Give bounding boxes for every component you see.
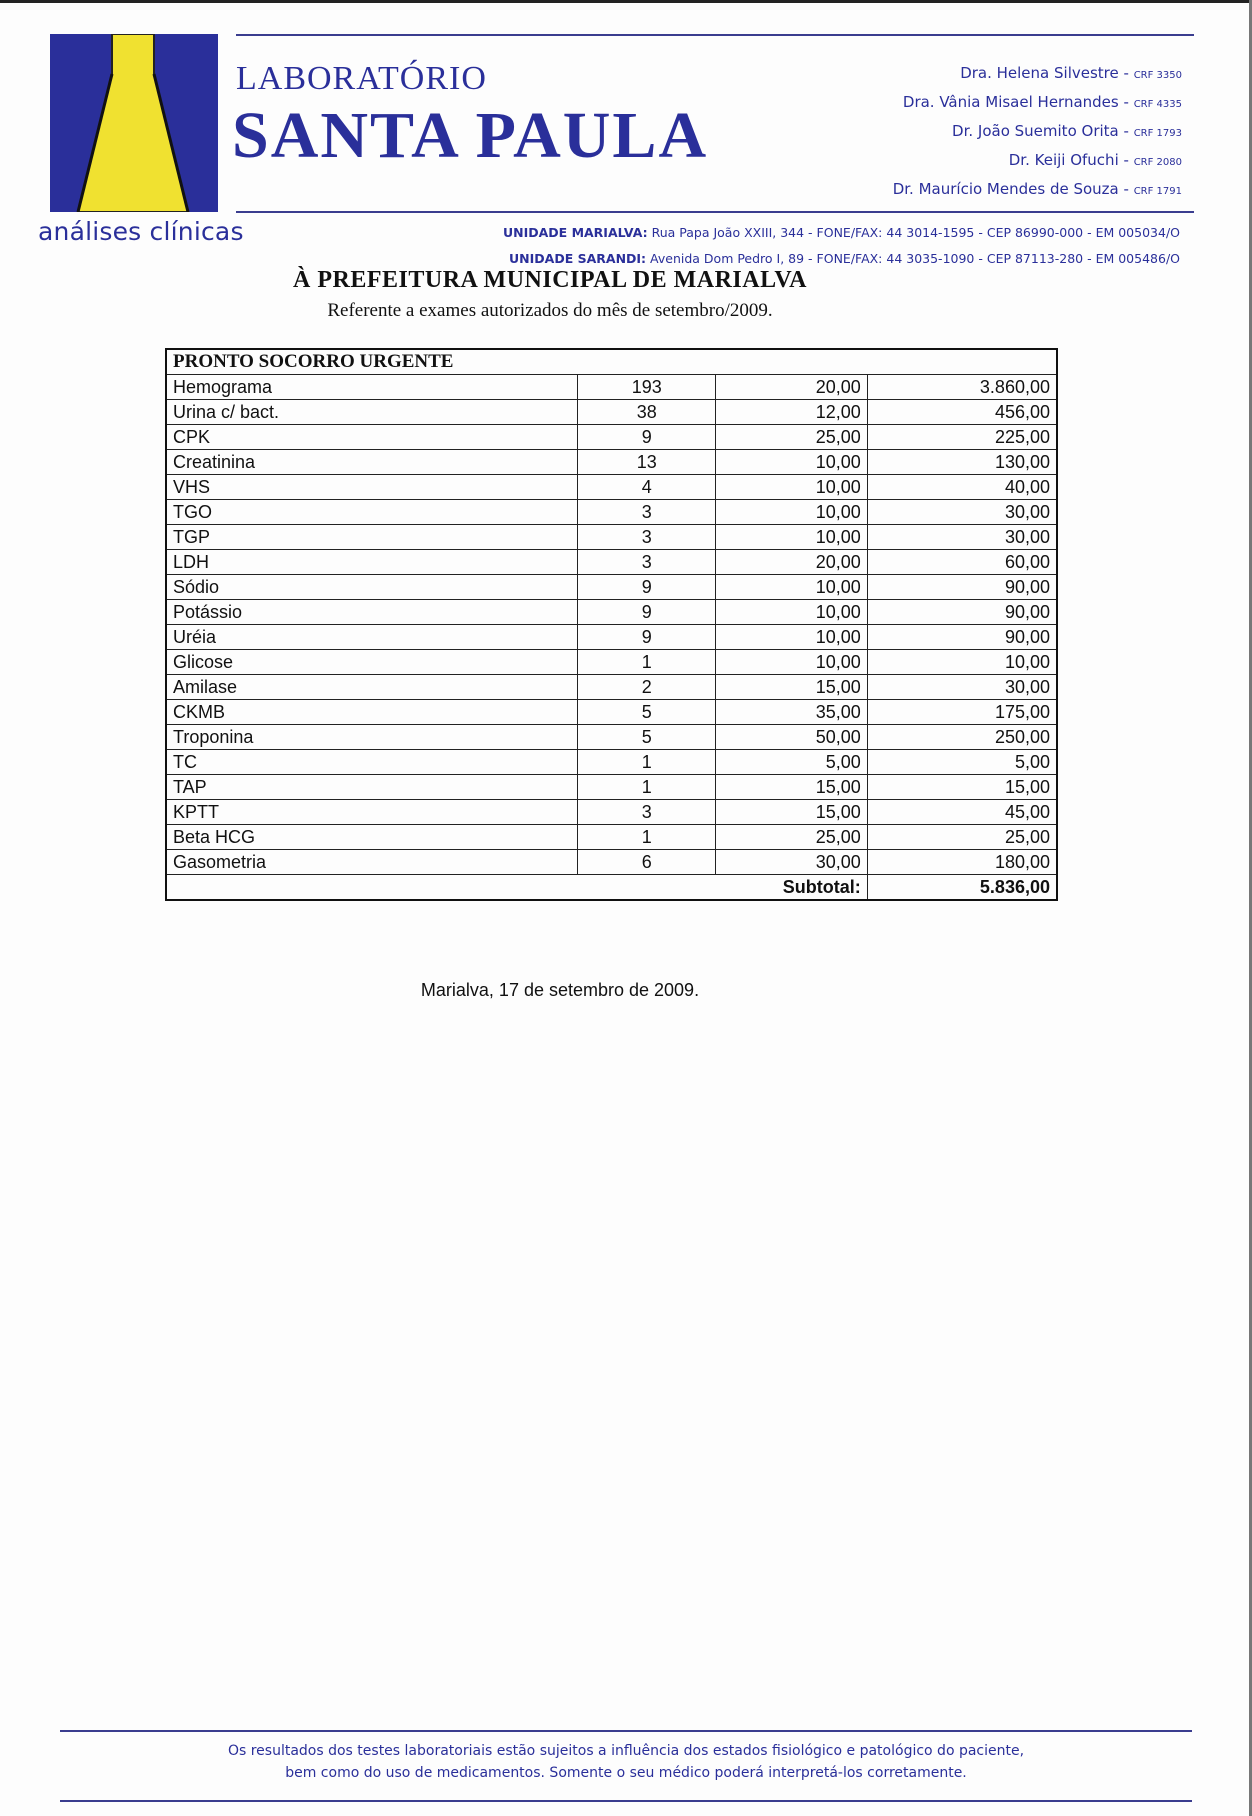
exam-name-cell: TGO [166,500,578,525]
exam-name-cell: TAP [166,775,578,800]
table-row [166,650,1057,675]
unit-price-cell: 25,00 [716,425,868,450]
footer-line: bem como do uso de medicamentos. Somente o seu médico poderá interpretá-los corretamente. [285,1765,967,1781]
line-total-cell: 40,00 [867,475,1057,500]
exam-name-cell: Beta HCG [166,825,578,850]
quantity-cell: 3 [578,550,716,575]
table-row [166,550,1057,575]
table-row [166,850,1057,875]
table-row [166,600,1057,625]
table-row [166,425,1057,450]
quantity-cell: 5 [578,700,716,725]
quantity-cell: 13 [578,450,716,475]
quantity-cell: 2 [578,675,716,700]
exam-name-cell: KPTT [166,800,578,825]
quantity-cell: 1 [578,650,716,675]
line-total-cell: 90,00 [867,600,1057,625]
exam-name-cell: Creatinina [166,450,578,475]
subtotal-value: 5.836,00 [867,875,1057,901]
unit-price-cell: 5,00 [716,750,868,775]
quantity-cell: 6 [578,850,716,875]
quantity-cell: 193 [578,375,716,400]
header-rule-bottom [236,211,1194,213]
exam-name-cell: Sódio [166,575,578,600]
section-title: PRONTO SOCORRO URGENTE [166,349,1057,375]
quantity-cell: 9 [578,425,716,450]
line-total-cell: 25,00 [867,825,1057,850]
quantity-cell: 3 [578,500,716,525]
quantity-cell: 3 [578,525,716,550]
quantity-cell: 9 [578,575,716,600]
table-row [166,675,1057,700]
unit-addresses [503,220,1180,272]
line-total-cell: 225,00 [867,425,1057,450]
unit-marialva: UNIDADE MARIALVA: Rua Papa João XXIII, 344 - FONE/FAX: 44 3014-1595 - CEP 86990-000 - EM 005034/O [502,225,1180,240]
line-total-cell: 90,00 [867,625,1057,650]
unit-price-cell: 10,00 [716,625,868,650]
line-total-cell: 10,00 [867,650,1057,675]
table-row [166,825,1057,850]
quantity-cell: 5 [578,725,716,750]
exam-name-cell: Gasometria [166,850,578,875]
quantity-cell: 38 [578,400,716,425]
quantity-cell: 1 [578,775,716,800]
exam-name-cell: Potássio [166,600,578,625]
lab-name: SANTA PAULA [232,99,709,172]
exam-name-cell: TC [166,750,578,775]
table-row [166,475,1057,500]
quantity-cell: 9 [578,600,716,625]
header-rule-top [236,34,1194,36]
unit-price-cell: 15,00 [716,675,868,700]
lab-label: LABORATÓRIO [236,60,487,97]
footer-rule-top [60,1730,1192,1732]
unit-price-cell: 10,00 [716,475,868,500]
quantity-cell: 1 [578,750,716,775]
unit-price-cell: 15,00 [716,800,868,825]
line-total-cell: 60,00 [867,550,1057,575]
date-line: Marialva, 17 de setembro de 2009. [420,980,700,1000]
line-total-cell: 130,00 [867,450,1057,475]
line-total-cell: 456,00 [867,400,1057,425]
line-total-cell: 30,00 [867,525,1057,550]
table-row [166,525,1057,550]
line-total-cell: 250,00 [867,725,1057,750]
unit-price-cell: 20,00 [716,550,868,575]
table-row [166,400,1057,425]
unit-price-cell: 10,00 [716,450,868,475]
quantity-cell: 9 [578,625,716,650]
table-row [166,450,1057,475]
unit-price-cell: 30,00 [716,850,868,875]
exam-name-cell: CKMB [166,700,578,725]
line-total-cell: 30,00 [867,675,1057,700]
exam-name-cell: TGP [166,525,578,550]
line-total-cell: 90,00 [867,575,1057,600]
table-row [166,700,1057,725]
exam-name-cell: Troponina [166,725,578,750]
table-row [166,375,1057,400]
exam-name-cell: VHS [166,475,578,500]
unit-price-cell: 50,00 [716,725,868,750]
subtotal-row [166,875,1057,901]
doctor-entry: Dr. João Suemito Orita - CRF 1793 [952,122,1182,140]
quantity-cell: 1 [578,825,716,850]
logo-tagline: análises clínicas [38,217,244,246]
doctor-list [893,60,1182,205]
document-subtitle: Referente a exames autorizados do mês de setembro/2009. [327,300,773,321]
line-total-cell: 45,00 [867,800,1057,825]
unit-price-cell: 10,00 [716,650,868,675]
line-total-cell: 180,00 [867,850,1057,875]
unit-price-cell: 15,00 [716,775,868,800]
footer-disclaimer [0,1740,1252,1784]
exam-table [165,348,1058,901]
line-total-cell: 15,00 [867,775,1057,800]
doctor-entry: Dra. Vânia Misael Hernandes - CRF 4335 [902,93,1182,111]
table-section-header [166,349,1057,375]
doctor-entry: Dr. Keiji Ofuchi - CRF 2080 [1008,151,1182,169]
table-row [166,800,1057,825]
table-row [166,750,1057,775]
footer-line: Os resultados dos testes laboratoriais estão sujeitos a influência dos estados fisiológico e patológico do paciente, [227,1743,1025,1759]
unit-sarandi: UNIDADE SARANDI: Avenida Dom Pedro I, 89 - FONE/FAX: 44 3035-1090 - CEP 87113-280 - EM 005486/O [509,251,1180,266]
line-total-cell: 5,00 [867,750,1057,775]
table-row [166,625,1057,650]
line-total-cell: 3.860,00 [867,375,1057,400]
exam-name-cell: LDH [166,550,578,575]
line-total-cell: 30,00 [867,500,1057,525]
flask-logo-icon [50,34,218,212]
table-row [166,575,1057,600]
unit-price-cell: 25,00 [716,825,868,850]
unit-price-cell: 10,00 [716,575,868,600]
line-total-cell: 175,00 [867,700,1057,725]
doctor-entry: Dra. Helena Silvestre - CRF 3350 [960,64,1182,82]
table-row [166,725,1057,750]
unit-price-cell: 10,00 [716,500,868,525]
unit-price-cell: 10,00 [716,600,868,625]
exam-name-cell: Uréia [166,625,578,650]
exam-name-cell: CPK [166,425,578,450]
table-row [166,500,1057,525]
footer-rule-bottom [60,1800,1192,1802]
exam-name-cell: Amilase [166,675,578,700]
unit-price-cell: 20,00 [716,375,868,400]
unit-price-cell: 10,00 [716,525,868,550]
exam-name-cell: Urina c/ bact. [166,400,578,425]
exam-name-cell: Glicose [166,650,578,675]
doctor-entry: Dr. Maurício Mendes de Souza - CRF 1791 [892,180,1182,198]
document-title: À PREFEITURA MUNICIPAL DE MARIALVA [293,267,807,293]
page-edge-top [0,0,1252,3]
table-row [166,775,1057,800]
exam-name-cell: Hemograma [166,375,578,400]
unit-price-cell: 35,00 [716,700,868,725]
quantity-cell: 4 [578,475,716,500]
subtotal-label: Subtotal: [166,875,867,901]
unit-price-cell: 12,00 [716,400,868,425]
quantity-cell: 3 [578,800,716,825]
